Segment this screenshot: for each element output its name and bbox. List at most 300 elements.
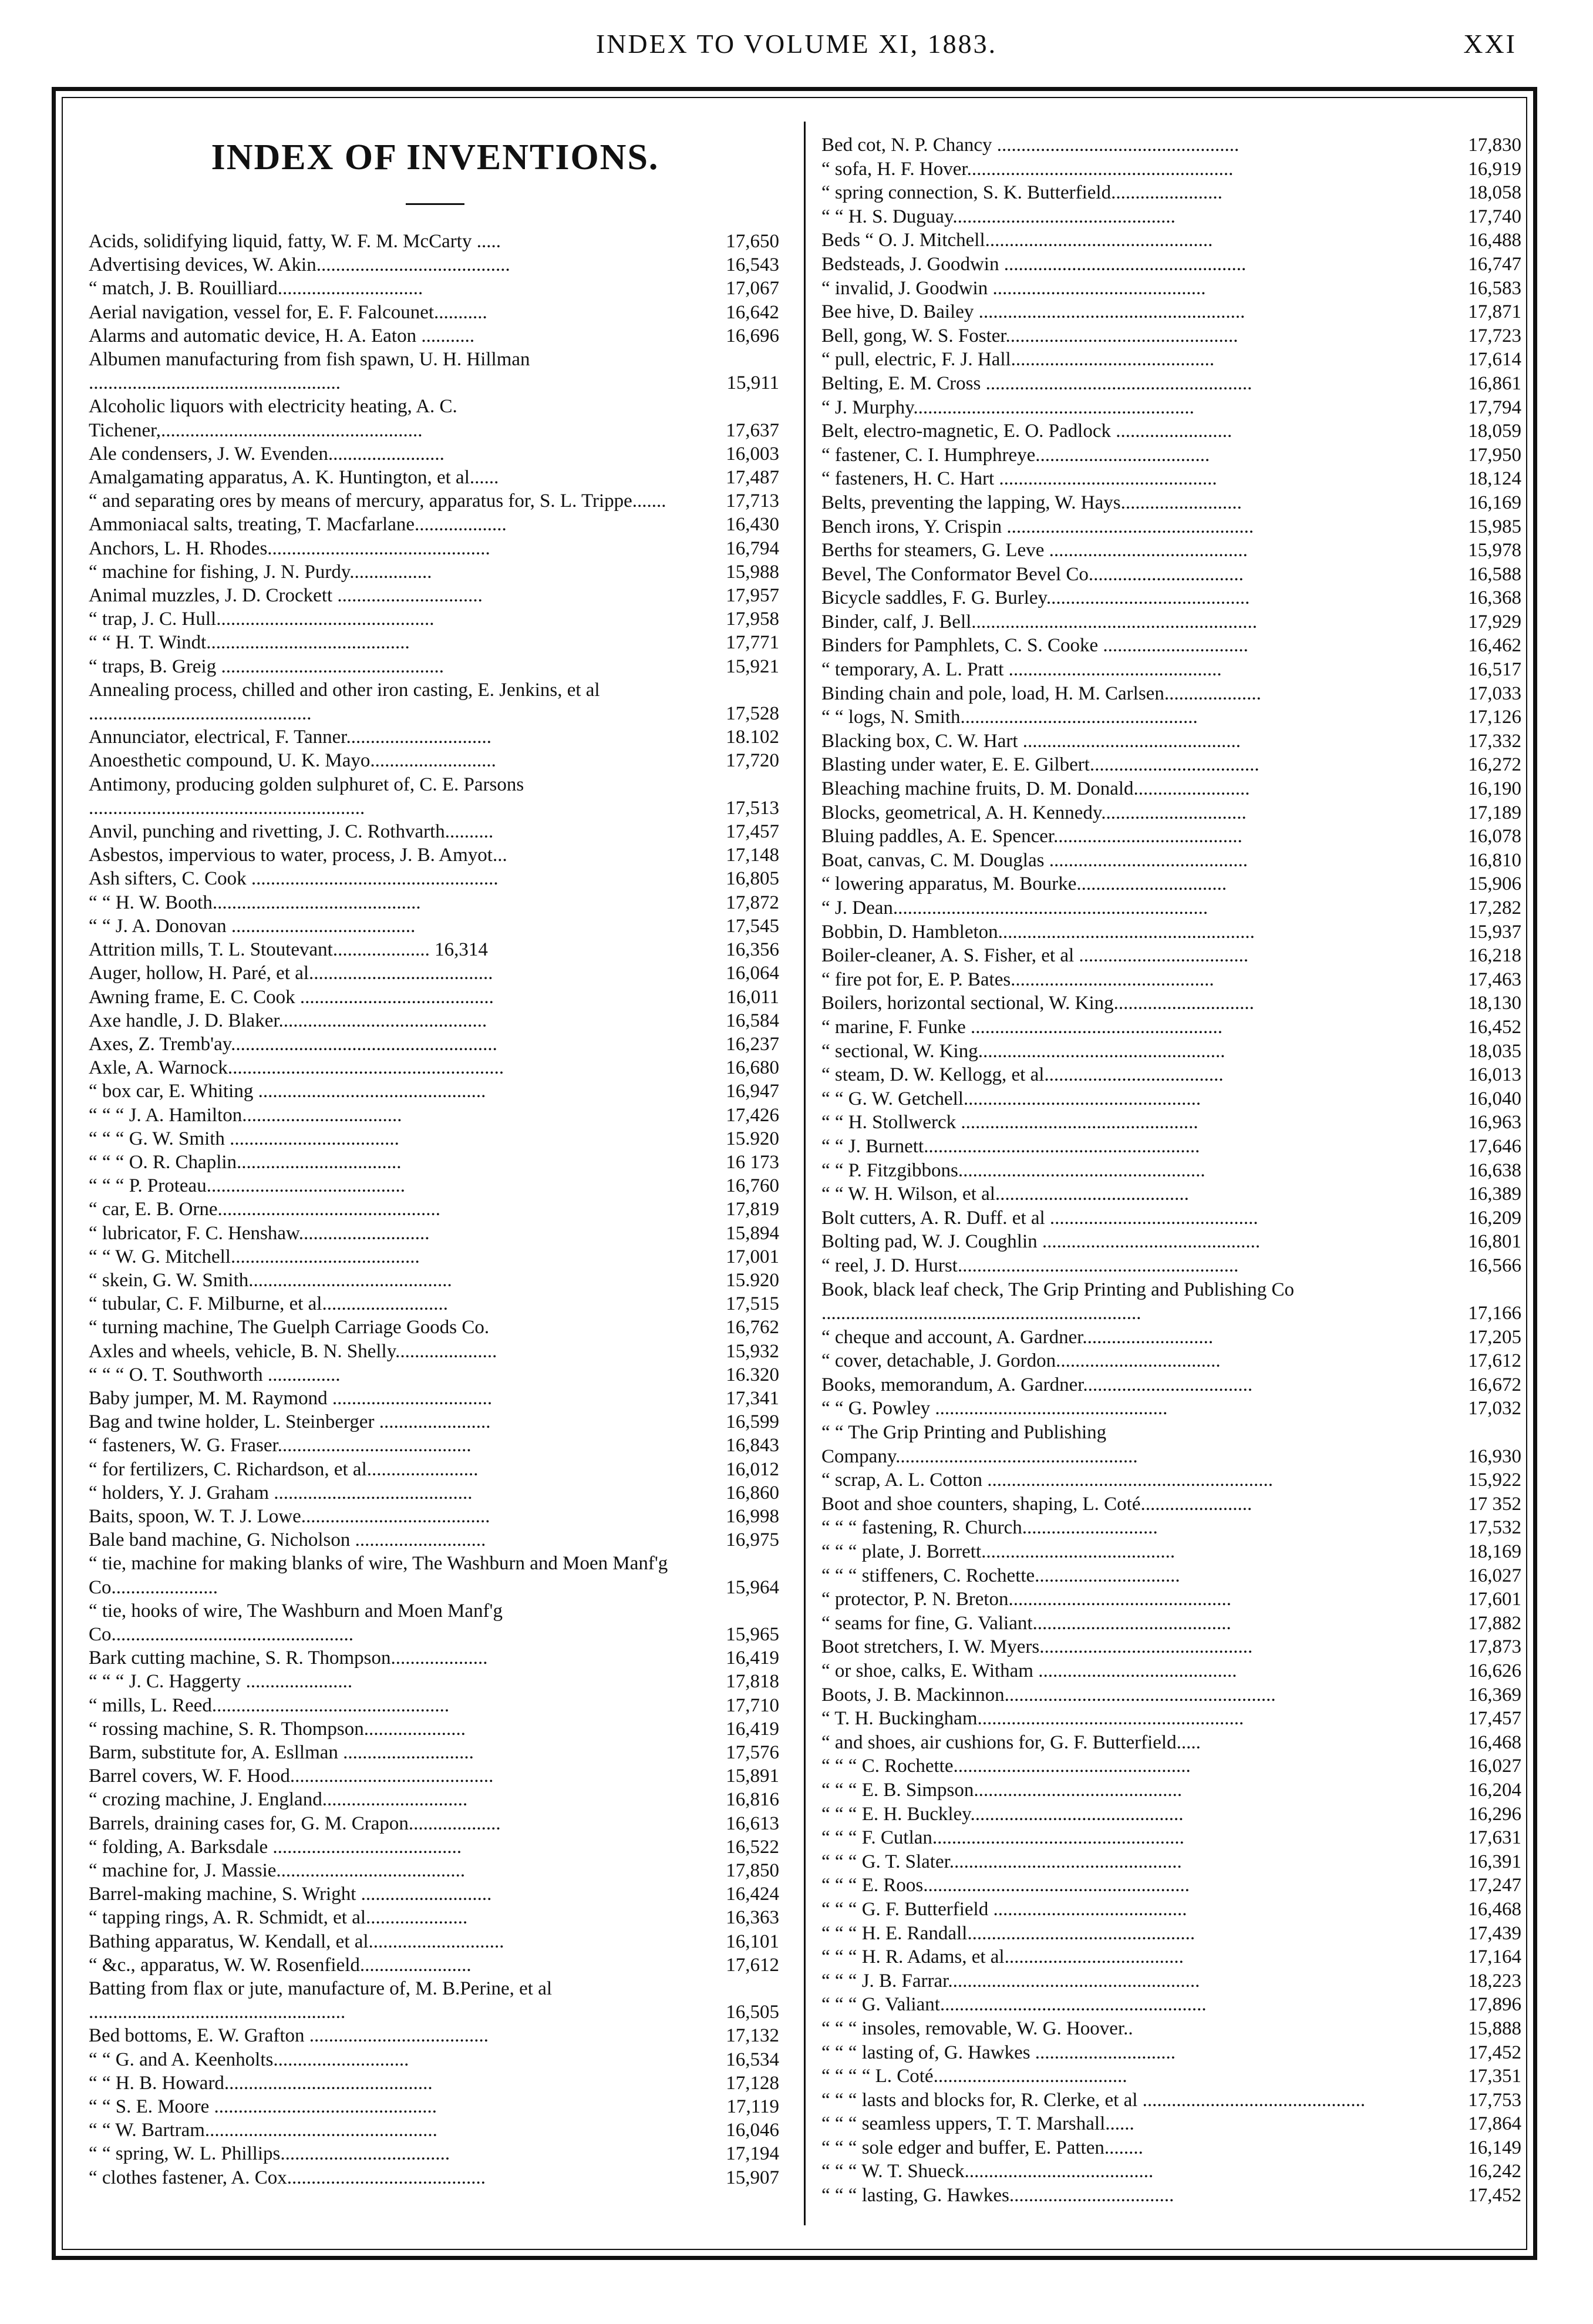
entry-title: “ “ W. Bartram................................................ [89,2120,437,2141]
entry-number: 17,720 [726,750,779,772]
entry-number: 17,631 [1468,1827,1521,1849]
entry-number: 17,341 [726,1387,779,1409]
index-entry [821,849,1524,873]
entry-number: 16,998 [726,1505,779,1527]
index-entry [89,442,782,466]
entry-title: “ or shoe, calks, E. Witham ......................................... [821,1660,1237,1681]
entry-title: Barrel-making machine, S. Wright ........................... [89,1884,492,1905]
index-entry [89,1127,782,1151]
entry-number: 16,638 [1468,1159,1521,1181]
entry-title: Boat, canvas, C. M. Douglas ......................................... [821,849,1248,871]
index-entry [821,515,1524,539]
entry-title: “ fire pot for, E. P. Bates.......................................... [821,968,1214,990]
entry-title: “ crozing machine, J. England.............................. [89,1789,468,1811]
entry-number: 17,332 [1468,730,1521,752]
entry-number: 16,975 [726,1529,779,1551]
entry-title: Beds “ O. J. Mitchell............................................... [821,230,1213,251]
entry-number: 16,003 [726,443,779,465]
index-entry [821,443,1524,468]
index-entry [821,1731,1524,1755]
entry-title: “ “ “ O. R. Chaplin.................................. [89,1151,402,1173]
entry-number: 17,753 [1468,2089,1521,2111]
entry-number: 17,871 [1468,301,1521,323]
index-entry [821,157,1524,181]
index-entry [821,1969,1524,1993]
index-entry [89,395,782,442]
index-entry [89,301,782,324]
entry-title: “ “ “ insoles, removable, W. G. Hoover.. [821,2017,1133,2039]
index-entry [821,2064,1524,2088]
index-entry [89,1670,782,1693]
entry-title: Alcoholic liquors with electricity heating, A. C. Tichener,...................................................... [89,396,457,441]
index-entry [89,1009,782,1032]
entry-number: 15,985 [1468,516,1521,537]
entry-title: “ “ “ E. Roos....................................................... [821,1875,1190,1896]
entry-number: 17,528 [726,703,779,725]
index-entry [821,205,1524,229]
entry-number: 17,351 [1468,2066,1521,2087]
entry-title: Blasting under water, E. E. Gilbert................................... [821,754,1259,776]
index-entry [821,920,1524,944]
entry-number: 17,205 [1468,1326,1521,1348]
entry-number: 15,907 [726,2167,779,2188]
index-entry [821,968,1524,992]
entry-title: “ sofa, H. F. Hover....................................................... [821,158,1234,180]
entry-title: “ “ “ O. T. Southworth ............... [89,1364,341,1385]
entry-number: 17,576 [726,1742,779,1763]
entry-title: “ “ G. W. Getchell................................................. [821,1088,1201,1109]
entry-number: 18,130 [1468,993,1521,1014]
entry-title: Bevel, The Conformator Bevel Co................................ [821,563,1244,585]
index-entry [89,1481,782,1505]
index-entry [821,1898,1524,1922]
entry-number: 17,612 [1468,1350,1521,1372]
entry-title: “ fasteners, H. C. Hart ............................................. [821,468,1217,490]
entry-number: 16,149 [1468,2137,1521,2158]
entry-number: 16,391 [1468,1851,1521,1872]
entry-title: Attrition mills, T. L. Stoutevant.................... 16,314 [89,939,488,961]
entry-number: 16,860 [726,1482,779,1504]
index-entry [821,658,1524,682]
entry-number: 15,922 [1468,1469,1521,1491]
entry-number: 15,965 [726,1623,779,1645]
index-entry [821,372,1524,396]
entry-title: “ tie, hooks of wire, The Washburn and Moen Manf'g Co.................................................. [89,1600,503,1645]
entry-number: 15,921 [726,655,779,677]
entry-number: 16,419 [726,1647,779,1669]
entry-title: “ temporary, A. L. Pratt ............................................ [821,659,1222,681]
entry-title: “ machine for, J. Massie....................................... [89,1860,466,1882]
entry-number: 16,613 [726,1812,779,1834]
entry-title: Bell, gong, W. S. Foster................................................ [821,325,1238,347]
entry-number: 17,646 [1468,1135,1521,1157]
index-entry [89,843,782,867]
entry-number: 18,058 [1468,182,1521,204]
index-entry [821,228,1524,253]
entry-number: 16,272 [1468,754,1521,776]
entry-title: “ holders, Y. J. Graham ......................................... [89,1482,473,1504]
entry-title: Binders for Pamphlets, C. S. Cooke .............................. [821,635,1248,657]
entry-title: “ “ H. Stollwerck ................................................. [821,1112,1198,1134]
entry-number: 17,637 [726,419,779,441]
entry-number: 16,204 [1468,1779,1521,1801]
entry-number: 16,363 [726,1907,779,1929]
index-entry [821,1540,1524,1564]
index-entry [89,584,782,607]
entry-number: 17,830 [1468,134,1521,156]
index-entry [89,1198,782,1221]
entry-title: “ “ G. and A. Keenholts............................ [89,2049,409,2070]
entry-title: Alarms and automatic device, H. A. Eaton ........... [89,325,475,347]
entry-title: Belting, E. M. Cross ....................................................... [821,372,1252,394]
entry-number: 17,457 [1468,1708,1521,1730]
index-entry [89,489,782,513]
entry-number: 15,888 [1468,2017,1521,2039]
index-entry [89,914,782,938]
entry-title: “ “ “ E. H. Buckley............................................ [821,1803,1184,1825]
entry-number: 16 173 [726,1151,779,1173]
entry-number: 16,584 [726,1010,779,1031]
entry-title: Boilers, horizontal sectional, W. King............................. [821,993,1254,1014]
entry-title: “ “ J. Burnett......................................................... [821,1135,1200,1157]
entry-number: 17,463 [1468,968,1521,990]
entry-title: Berths for steamers, G. Leve ......................................... [821,540,1248,561]
entry-title: “ and separating ores by means of mercury, apparatus for, S. L. Trippe....... [89,490,666,512]
entry-title: “ spring connection, S. K. Butterfield....................... [821,182,1222,204]
entry-title: Blocks, geometrical, A. H. Kennedy.............................. [821,802,1247,823]
index-entry [89,324,782,348]
entry-title: “ “ “ plate, J. Borrett........................................ [821,1541,1176,1563]
index-entry [89,1410,782,1434]
entry-number: 16,468 [1468,1898,1521,1920]
entry-number: 16,190 [1468,778,1521,800]
entry-title: “ “ “ lasts and blocks for, R. Clerke, et al .............................................. [821,2089,1366,2111]
index-entry [89,938,782,961]
entry-title: Barrels, draining cases for, G. M. Crapon................... [89,1812,501,1834]
entry-number: 18,124 [1468,468,1521,490]
entry-number: 17,452 [1468,2042,1521,2063]
index-entry [821,2136,1524,2160]
index-entry [821,1802,1524,1827]
index-entry [89,986,782,1009]
entry-title: Bed cot, N. P. Chancy .................................................. [821,134,1240,156]
index-entry [821,944,1524,968]
index-entry [89,1174,782,1198]
entry-number: 17,166 [1468,1303,1521,1324]
entry-title: Amalgamating apparatus, A. K. Huntington, et al...... [89,467,499,489]
entry-number: 16,583 [1468,277,1521,299]
entry-number: 16,064 [726,963,779,984]
entry-number: 17,794 [1468,396,1521,418]
entry-title: Bluing paddles, A. E. Spencer....................................... [821,826,1242,847]
index-entry [89,725,782,749]
index-entry [89,1859,782,1882]
entry-number: 17,818 [726,1671,779,1693]
index-entry [89,678,782,725]
entry-title: “ tie, machine for making blanks of wire, The Washburn and Moen Manf'g Co...................... [89,1553,668,1598]
entry-number: 16,963 [1468,1112,1521,1134]
index-entry [821,1230,1524,1254]
entry-title: Anoesthetic compound, U. K. Mayo.......................... [89,750,496,772]
entry-number: 17,713 [726,490,779,512]
entry-title: “ for fertilizers, C. Richardson, et al....................... [89,1458,479,1480]
entry-title: “ “ “ F. Cutlan.................................................... [821,1827,1184,1849]
index-entry [89,1079,782,1103]
index-entry [89,2118,782,2142]
index-entry [89,867,782,890]
index-entry [821,467,1524,491]
entry-number: 16,389 [1468,1183,1521,1205]
entry-title: Axles and wheels, vehicle, B. N. Shelly..................... [89,1340,497,1362]
index-entry [821,872,1524,896]
entry-number: 16,027 [1468,1565,1521,1586]
index-entry [89,773,782,820]
entry-title: “ “ spring, W. L. Phillips................................... [89,2143,450,2165]
index-entry [89,2024,782,2047]
entry-title: Binder, calf, J. Bell........................................................... [821,611,1258,633]
entry-number: 15.920 [726,1128,779,1149]
entry-number: 17,001 [726,1246,779,1267]
index-entry [821,1778,1524,1802]
entry-title: Bench irons, Y. Crispin ................................................... [821,516,1254,537]
index-entry [821,777,1524,801]
index-entry [821,324,1524,348]
index-entry [89,230,782,253]
entry-number: 17 352 [1468,1493,1521,1515]
entry-number: 16,588 [1468,563,1521,585]
index-entry [821,1159,1524,1183]
entry-title: “ “ P. Fitzgibbons................................................... [821,1159,1205,1181]
entry-number: 15,906 [1468,873,1521,895]
entry-number: 17,957 [726,585,779,607]
index-entry [821,181,1524,205]
running-head [0,28,1593,63]
index-entry [821,586,1524,610]
entry-number: 18,223 [1468,1970,1521,1992]
entry-title: “ clothes fastener, A. Cox......................................... [89,2167,486,2188]
index-entry [821,1206,1524,1230]
entry-number: 16,810 [1468,849,1521,871]
index-entry [89,1458,782,1481]
entry-number: 17,740 [1468,206,1521,227]
index-entry [821,133,1524,157]
entry-number: 17,882 [1468,1612,1521,1634]
entry-number: 16,762 [726,1317,779,1338]
entry-number: 16,040 [1468,1088,1521,1109]
entry-number: 17,723 [1468,325,1521,347]
entry-number: 17,132 [726,2025,779,2047]
entry-title: Bolting pad, W. J. Coughlin ............................................. [821,1231,1261,1253]
entry-title: “ “ H. T. Windt.......................................... [89,632,410,654]
index-entry [821,705,1524,729]
entry-title: Advertising devices, W. Akin........................................ [89,254,510,276]
left-column [89,132,782,2190]
index-entry [89,1694,782,1717]
entry-title: “ cover, detachable, J. Gordon.................................. [821,1350,1221,1372]
index-entry [89,631,782,654]
entry-number: 17,614 [1468,349,1521,371]
entry-title: “ J. Murphy.......................................................... [821,396,1194,418]
entry-title: “ “ “ C. Rochette................................................. [821,1755,1191,1777]
index-entry [821,753,1524,777]
entry-title: Baby jumper, M. M. Raymond ................................. [89,1387,493,1409]
index-entry [821,1945,1524,1969]
index-entry [89,1505,782,1528]
index-entry [89,1151,782,1174]
entry-number: 18,059 [1468,421,1521,442]
entry-title: “ “ “ lasting of, G. Hawkes ............................. [821,2042,1176,2063]
entry-number: 16,794 [726,537,779,559]
entry-title: “ steam, D. W. Kellogg, et al..................................... [821,1064,1224,1086]
entry-title: “ tubular, C. F. Milburne, et al.......................... [89,1293,448,1315]
entry-title: Bee hive, D. Bailey ....................................................... [821,301,1245,323]
entry-title: Books, memorandum, A. Gardner................................... [821,1374,1253,1395]
index-entry [821,1754,1524,1778]
entry-title: “ skein, G. W. Smith.......................................... [89,1269,452,1291]
inner-border [62,97,1527,2250]
entry-number: 17,515 [726,1293,779,1315]
entry-number: 17,452 [1468,2185,1521,2207]
entry-title: “ scrap, A. L. Cotton ........................................................... [821,1469,1274,1491]
entry-title: Axes, Z. Tremb'ay....................................................... [89,1033,497,1055]
entry-number: 17,189 [1468,802,1521,823]
entry-number: 18.102 [726,727,779,748]
index-entry [821,1492,1524,1516]
entry-number: 17,033 [1468,682,1521,704]
index-entry [89,1104,782,1127]
entry-title: “ lubricator, F. C. Henshaw........................... [89,1222,430,1244]
entry-number: 16,672 [1468,1374,1521,1395]
index-entry [821,682,1524,706]
entry-title: “ “ H. W. Booth........................................... [89,892,421,913]
entry-title: Boots, J. B. Mackinnon........................................................ [821,1684,1276,1706]
entry-number: 17,282 [1468,897,1521,919]
entry-title: “ mills, L. Reed................................................. [89,1694,450,1716]
entry-number: 17,532 [1468,1517,1521,1539]
index-entry [89,1741,782,1764]
entry-title: “ folding, A. Barksdale ....................................... [89,1836,462,1858]
entry-number: 16,237 [726,1033,779,1055]
index-entry [821,2184,1524,2208]
index-entry [89,2142,782,2165]
index-entry [89,560,782,584]
entry-title: Animal muzzles, J. D. Crockett .............................. [89,585,483,607]
entry-number: 16,369 [1468,1684,1521,1706]
entry-title: Awning frame, E. C. Cook ........................................ [89,986,494,1008]
index-entry [821,825,1524,849]
entry-number: 15,911 [726,372,779,394]
entry-number: 16,599 [726,1411,779,1433]
entry-title: “ “ “ fastening, R. Church............................ [821,1517,1158,1539]
entry-title: “ and shoes, air cushions for, G. F. Butterfield..... [821,1731,1201,1753]
index-entry [821,1111,1524,1135]
index-entry [89,277,782,300]
index-entry [821,1182,1524,1206]
entry-title: Binding chain and pole, load, H. M. Carlsen.................... [821,682,1261,704]
running-head-title: INDEX TO VOLUME XI, 1883. [595,29,998,59]
entry-number: 16,013 [1468,1064,1521,1086]
entry-title: Bolt cutters, A. R. Duff. et al ........................................... [821,1207,1258,1229]
entry-number: 16,919 [1468,158,1521,180]
entry-number: 17,710 [726,1694,779,1716]
index-entry [821,300,1524,324]
entry-title: “ “ “ G. F. Butterfield ........................................ [821,1898,1187,1920]
index-entry [821,277,1524,301]
index-entry [89,2166,782,2190]
entry-number: 17,950 [1468,444,1521,466]
entry-title: Albumen manufacturing from fish spawn, U. H. Hillman .................................................... [89,349,530,394]
entry-number: 16,169 [1468,492,1521,513]
entry-title: “ fastener, C. I. Humphreye.................................... [821,444,1210,466]
entry-title: Barrel covers, W. F. Hood.......................................... [89,1765,494,1787]
entry-title: “ pull, electric, F. J. Hall.......................................... [821,349,1215,371]
entry-number: 16,543 [726,254,779,276]
index-entry [89,513,782,536]
entry-number: 16,356 [726,939,779,961]
entry-number: 16,861 [1468,372,1521,394]
entry-title: “ tapping rings, A. R. Schmidt, et al..................... [89,1907,468,1929]
index-entry [89,537,782,560]
entry-number: 16,101 [726,1930,779,1952]
entry-number: 16,642 [726,301,779,323]
entry-title: “ “ J. A. Donovan ...................................... [89,915,416,937]
entry-number: 16,430 [726,514,779,536]
entry-number: 15,891 [726,1765,779,1787]
index-entry [89,891,782,914]
index-entry [821,610,1524,634]
entry-number: 16,505 [726,2002,779,2023]
entry-number: 15,988 [726,561,779,583]
entry-number: 17,487 [726,467,779,489]
entry-title: “ J. Dean................................................................. [821,897,1208,919]
entry-number: 17,601 [1468,1589,1521,1610]
entry-number: 17,545 [726,915,779,937]
entry-title: Axe handle, J. D. Blaker........................................... [89,1010,487,1031]
index-entry [89,1316,782,1339]
index-entry [89,1906,782,1929]
index-entry [89,1646,782,1670]
index-entry [821,1397,1524,1421]
index-entry [89,1812,782,1835]
index-entry [89,1292,782,1316]
entry-number: 16,947 [726,1081,779,1102]
entry-number: 17,128 [726,2072,779,2094]
entry-number: 16,452 [1468,1016,1521,1038]
entry-number: 17,439 [1468,1922,1521,1944]
entry-title: “ marine, F. Funke .................................................... [821,1016,1222,1038]
index-entry [89,749,782,772]
entry-number: 16,368 [1468,587,1521,609]
index-entry [821,1588,1524,1612]
entry-number: 16,816 [726,1789,779,1811]
entry-number: 17,194 [726,2143,779,2165]
index-entry [821,1040,1524,1064]
index-entry [821,2088,1524,2113]
index-entry [89,348,782,395]
entry-title: “ trap, J. C. Hull............................................. [89,608,435,630]
entry-number: 16,242 [1468,2161,1521,2182]
entry-number: 16,296 [1468,1803,1521,1825]
entry-title: “ “ “ sole edger and buffer, E. Patten........ [821,2137,1143,2158]
entry-number: 16,930 [1468,1445,1521,1467]
entry-number: 15,937 [1468,921,1521,943]
index-entry [89,1977,782,2024]
entry-title: Bark cutting machine, S. R. Thompson.................... [89,1647,488,1669]
index-entry [89,1340,782,1363]
index-entry [821,1349,1524,1373]
entry-title: “ “ “ lasting, G. Hawkes.................................. [821,2185,1174,2207]
entry-title: Anchors, L. H. Rhodes.............................................. [89,537,490,559]
